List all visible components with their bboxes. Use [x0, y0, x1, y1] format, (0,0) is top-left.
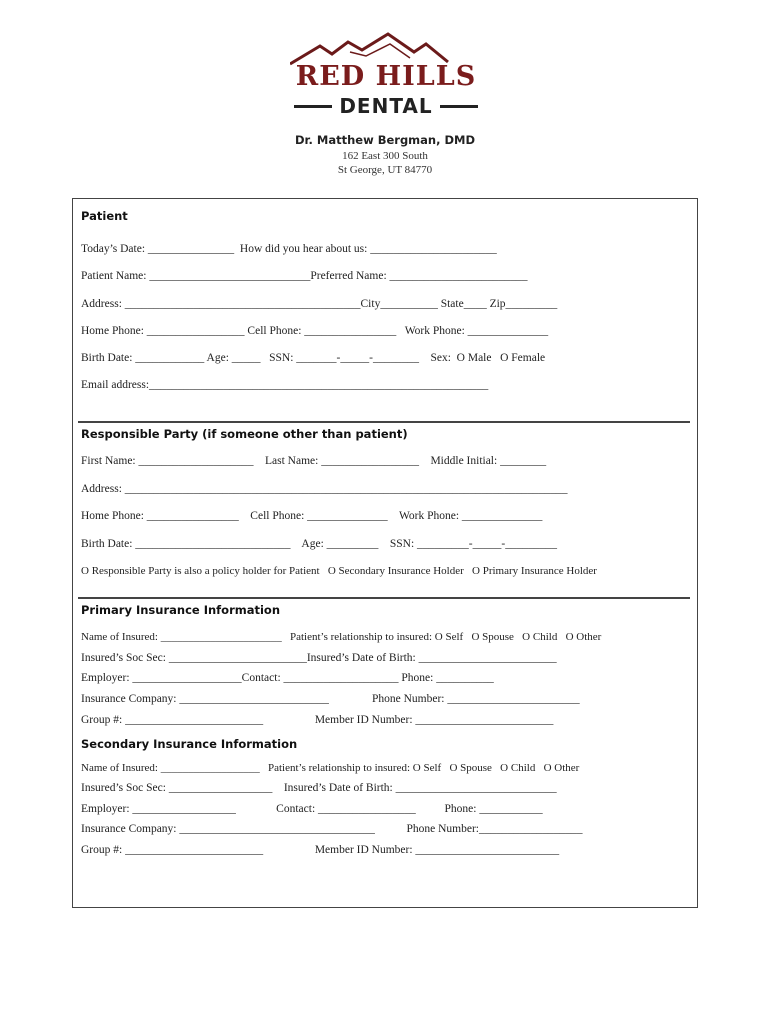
- form-row[interactable]: Today’s Date: _______________ How did you hear about us: ______________________: [81, 243, 497, 255]
- form-row[interactable]: O Responsible Party is also a policy holder for Patient O Secondary Insurance Holder O Primary Insurance Holder: [81, 565, 597, 577]
- form-row[interactable]: Address: _________________________________________City__________ State____ Zip_________: [81, 298, 558, 310]
- form-row[interactable]: Email address:___________________________________________________________: [81, 379, 489, 391]
- brand-rule-right: [440, 105, 478, 108]
- form-row[interactable]: Birth Date: ___________________________ Age: _________ SSN: _________-_____-_________: [81, 538, 557, 550]
- form-row[interactable]: Home Phone: ________________ Cell Phone: ______________ Work Phone: ______________: [81, 510, 543, 522]
- form-row[interactable]: Birth Date: ____________ Age: _____ SSN: _______-_____-________ Sex: O Male O Female: [81, 352, 546, 364]
- address-line-2: St George, UT 84770: [337, 164, 433, 176]
- form-row[interactable]: Name of Insured: __________________ Patient’s relationship to insured: O Self O Spouse O Child O Other: [81, 762, 580, 774]
- form-row[interactable]: Insured’s Soc Sec: __________________ Insured’s Date of Birth: ____________________________: [81, 782, 557, 794]
- form-row[interactable]: Address: _____________________________________________________________________________: [81, 483, 568, 495]
- doctor-name: Dr. Matthew Bergman, DMD: [294, 133, 476, 147]
- brand-subtitle: DENTAL: [339, 94, 433, 118]
- form-row[interactable]: Insured’s Soc Sec: ________________________Insured’s Date of Birth: ________________________: [81, 652, 557, 664]
- section-divider: [78, 421, 690, 423]
- form-row[interactable]: Insurance Company: __________________________________ Phone Number:__________________: [81, 823, 583, 835]
- form-row[interactable]: Employer: ___________________Contact: ____________________ Phone: __________: [81, 672, 494, 684]
- form-row[interactable]: Insurance Company: __________________________ Phone Number: _______________________: [81, 693, 580, 705]
- section-divider: [78, 597, 690, 599]
- brand-subtitle-row: [290, 94, 482, 118]
- form-row[interactable]: Group #: ________________________ Member ID Number: ________________________: [81, 714, 554, 726]
- form-row[interactable]: Group #: ________________________ Member ID Number: _________________________: [81, 844, 560, 856]
- form-row[interactable]: First Name: ____________________ Last Name: _________________ Middle Initial: ________: [81, 455, 547, 467]
- form-row[interactable]: Employer: __________________ Contact: _________________ Phone: ___________: [81, 803, 543, 815]
- brand-rule-left: [294, 105, 332, 108]
- section-title-responsible: Responsible Party (if someone other than patient): [81, 427, 408, 441]
- form-row[interactable]: Patient Name: ____________________________Preferred Name: ________________________: [81, 270, 528, 282]
- logo: [290, 32, 482, 118]
- section-title-primary-insurance: Primary Insurance Information: [81, 603, 281, 617]
- brand-name: RED HILLS: [295, 61, 477, 92]
- section-title-patient: Patient: [81, 209, 128, 223]
- address-line-1: 162 East 300 South: [342, 150, 428, 162]
- form-row[interactable]: Home Phone: _________________ Cell Phone: ________________ Work Phone: ______________: [81, 325, 549, 337]
- form-row[interactable]: Name of Insured: ______________________ Patient’s relationship to insured: O Self O Spouse O Child O Other: [81, 631, 602, 643]
- section-title-secondary-insurance: Secondary Insurance Information: [81, 737, 298, 751]
